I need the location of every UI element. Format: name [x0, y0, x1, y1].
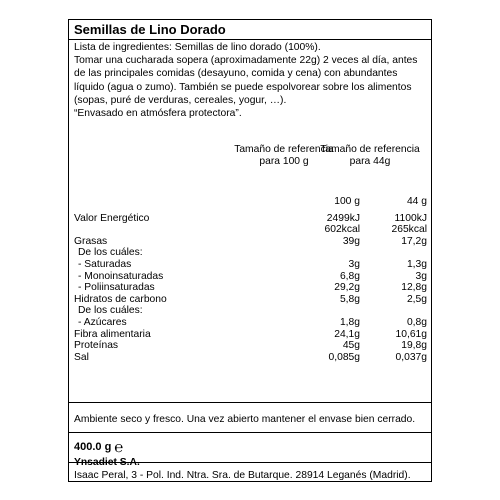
- nutrition-row-label: - Saturadas: [78, 258, 132, 270]
- estimated-sign-icon: ℮: [114, 438, 124, 456]
- company-section: [69, 457, 431, 482]
- nutrition-row: [69, 294, 431, 306]
- nutrition-value-100g: 100 g: [334, 196, 360, 207]
- nutrition-value-44g: 1100kJ: [394, 212, 427, 224]
- nutrition-row-label: - Monoinsaturadas: [78, 270, 164, 282]
- nutrition-value-44g: 12,8g: [401, 282, 427, 294]
- storage-section: [69, 403, 431, 433]
- ingredients-block: [74, 41, 428, 120]
- nutrition-row: [69, 317, 431, 329]
- nutrition-value-100g: 5,8g: [339, 293, 360, 305]
- nutrition-value-100g: 3g: [348, 258, 360, 270]
- nutrition-value-44g: 19,8g: [401, 340, 427, 352]
- nutrition-row-label: Proteínas: [74, 340, 119, 352]
- nutrition-row: [69, 352, 431, 364]
- nutrition-value-100g: 602kcal: [324, 224, 360, 236]
- nutrition-value-100g: 2499kJ: [326, 212, 360, 224]
- usage-text: Tomar una cucharada sopera (aproximadamente 22g) 2 veces al día, antes de las principales comidas (desayuno, comida y cena) con abundantes líquido (agua o zumo). También se puede espolvorear sobre los alimentos (sopas, puré de verduras, cereales, yogur, …).: [74, 55, 418, 106]
- nutrition-row-label: Sal: [74, 351, 89, 363]
- nutrition-amount-row: [69, 196, 431, 208]
- nutrition-value-100g: 6,8g: [339, 270, 360, 282]
- nutrition-header-100g: Tamaño de referencia para 100 g: [234, 144, 334, 167]
- company-block: [74, 457, 411, 482]
- nutrition-value-44g: 0,037g: [395, 351, 427, 363]
- nutrition-row-label: Grasas: [74, 235, 108, 247]
- nutrition-row-label: Fibra alimentaria: [74, 328, 151, 340]
- nutrition-row: [69, 340, 431, 352]
- nutrition-row-label: De los cuáles:: [78, 305, 143, 317]
- nutrition-value-44g: 0,8g: [406, 316, 427, 328]
- nutrition-value-100g: 45g: [342, 340, 360, 352]
- nutrition-row: [69, 329, 431, 341]
- nutrition-rows: [69, 196, 431, 363]
- nutrition-value-44g: 2,5g: [406, 293, 427, 305]
- nutrition-row: [69, 259, 431, 271]
- net-weight: [74, 438, 124, 456]
- nutrition-value-100g: 29,2g: [334, 282, 360, 294]
- nutrition-row: [69, 247, 431, 259]
- company-name: Ynsadiet S.A.: [74, 457, 140, 468]
- nutrition-row: [69, 305, 431, 317]
- title-section: [69, 20, 431, 40]
- nutrition-row: [69, 271, 431, 283]
- storage-text: Ambiente seco y fresco. Una vez abierto mantener el envase bien cerrado.: [74, 414, 416, 425]
- nutrition-value-44g: 1,3g: [406, 258, 427, 270]
- nutrition-value-100g: 1,8g: [339, 316, 360, 328]
- product-title: Semillas de Lino Dorado: [74, 22, 226, 37]
- nutrition-row: [69, 224, 431, 236]
- nutrition-value-100g: 0,085g: [328, 351, 360, 363]
- nutrition-row-label: - Poliinsaturadas: [78, 282, 155, 294]
- nutrition-value-44g: 10,61g: [395, 328, 427, 340]
- company-address: Isaac Peral, 3 - Pol. Ind. Ntra. Sra. de Butarque. 28914 Leganés (Madrid).: [74, 469, 411, 481]
- net-weight-value: 400.0 g: [74, 441, 112, 453]
- nutrition-value-44g: 265kcal: [391, 224, 427, 236]
- nutrition-row: [69, 282, 431, 294]
- nutrition-header-44g: Tamaño de referencia para 44g: [320, 144, 420, 167]
- product-label: [68, 19, 432, 482]
- nutrition-row-label: De los cuáles:: [78, 247, 143, 259]
- nutrition-value-100g: 24,1g: [334, 328, 360, 340]
- nutrition-value-44g: 3g: [415, 270, 427, 282]
- nutrition-value-100g: 39g: [342, 235, 360, 247]
- nutrition-row: [69, 236, 431, 248]
- ingredients-text: Lista de ingredientes: Semillas de lino dorado (100%).: [74, 42, 321, 53]
- nutrition-value-44g: 44 g: [406, 196, 427, 207]
- nutrition-value-44g: 17,2g: [401, 235, 427, 247]
- packaging-text: “Envasado en atmósfera protectora”.: [74, 108, 242, 120]
- nutrition-row: [69, 213, 431, 225]
- nutrition-row-label: Valor Energético: [74, 212, 150, 224]
- nutrition-row-label: Hidratos de carbono: [74, 293, 167, 305]
- ingredients-section: [69, 40, 431, 403]
- nutrition-row-label: - Azúcares: [78, 316, 127, 328]
